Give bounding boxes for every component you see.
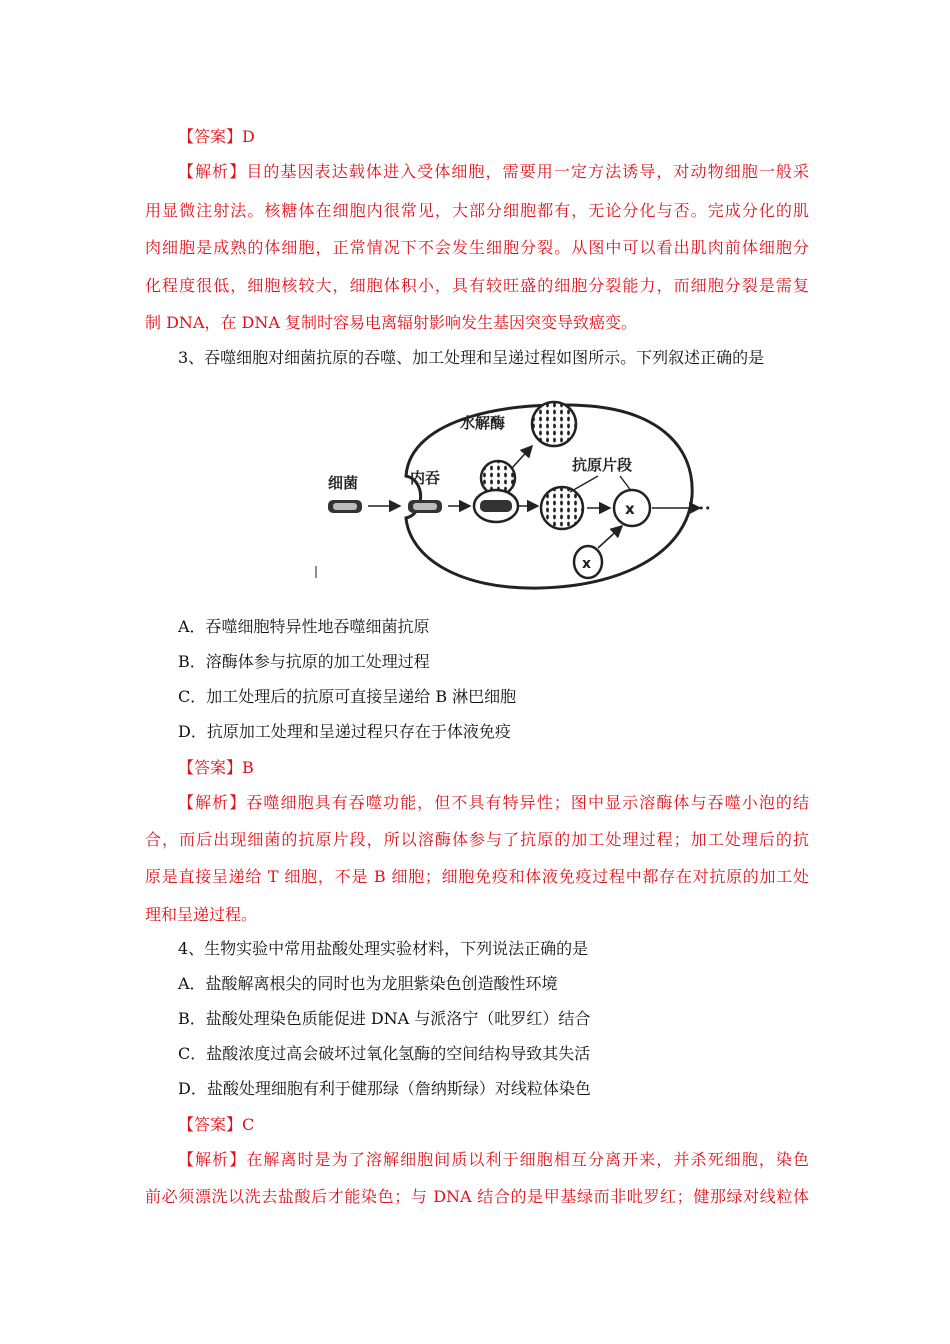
q3-analysis-line: 原是直接呈递给 T 细胞，不是 B 细胞；细胞免疫和体液免疫过程中都存在对抗原的加工处 — [145, 867, 809, 886]
q3-analysis-line: 理和呈递过程。 — [145, 905, 258, 924]
q2-analysis-line: 【解析】目的基因表达载体进入受体细胞，需要用一定方法诱导，对动物细胞一般采 — [178, 162, 809, 181]
q3-analysis-line: 【解析】吞噬细胞具有吞噬功能，但不具有特异性；图中显示溶酶体与吞噬小泡的结 — [178, 793, 809, 812]
q2-analysis-line: 化程度很低，细胞核较大，细胞体积小，具有较旺盛的细胞分裂能力，而细胞分裂是需复 — [145, 276, 809, 295]
q2-analysis-line: 用显微注射法。核糖体在细胞内很常见，大部分细胞都有，无论分化与否。完成分化的肌 — [145, 201, 809, 220]
svg-text:x: x — [582, 556, 592, 572]
q3-option-d: D．抗原加工处理和呈递过程只存在于体液免疫 — [178, 722, 511, 741]
q2-analysis-line: 制 DNA，在 DNA 复制时容易电离辐射影响发生基因突变导致癌变。 — [145, 313, 638, 332]
lysozyme-label: 水解酶 — [460, 414, 506, 432]
q4-option-d: D．盐酸处理细胞有利于健那绿（詹纳斯绿）对线粒体染色 — [178, 1079, 591, 1098]
q3-answer: 【答案】B — [178, 758, 254, 777]
q4-option-a: A．盐酸解离根尖的同时也为龙胆紫染色创造酸性环境 — [178, 974, 558, 993]
q4-option-c: C．盐酸浓度过高会破坏过氧化氢酶的空间结构导致其失活 — [178, 1044, 591, 1063]
q3-stem: 3、吞噬细胞对细菌抗原的吞噬、加工处理和呈递过程如图所示。下列叙述正确的是 — [178, 348, 765, 367]
q4-option-b: B．盐酸处理染色质能促进 DNA 与派洛宁（吡罗红）结合 — [178, 1009, 591, 1028]
q4-stem: 4、生物实验中常用盐酸处理实验材料，下列说法正确的是 — [178, 939, 589, 958]
q4-analysis-line: 【解析】在解离时是为了溶解细胞间质以利于细胞相互分离开来，并杀死细胞，染色 — [178, 1150, 809, 1169]
q3-option-c: C．加工处理后的抗原可直接呈递给 B 淋巴细胞 — [178, 687, 517, 706]
phagocytosis-diagram — [300, 388, 720, 598]
lysosome-icon — [532, 402, 576, 446]
q3-option-b: B．溶酶体参与抗原的加工处理过程 — [178, 652, 430, 671]
svg-text:••: •• — [698, 502, 711, 515]
q4-analysis-line: 前必须漂洗以洗去盐酸后才能染色；与 DNA 结合的是甲基绿而非吡罗红；健那绿对线粒体 — [145, 1187, 809, 1206]
endocytosis-label: 内吞 — [410, 469, 441, 487]
q3-analysis-line: 合，而后出现细菌的抗原片段，所以溶酶体参与了抗原的加工处理过程；加工处理后的抗 — [145, 830, 809, 849]
bacteria-label: 细菌 — [328, 474, 359, 492]
svg-text:x: x — [625, 500, 635, 518]
q2-answer: 【答案】D — [178, 127, 255, 146]
q3-option-a: A．吞噬细胞特异性地吞噬细菌抗原 — [178, 617, 430, 636]
antigen-fragment-label: 抗原片段 — [572, 456, 633, 474]
phagolysosome-icon — [541, 487, 583, 529]
q2-analysis-line: 肉细胞是成熟的体细胞，正常情况下不会发生细胞分裂。从图中可以看出肌肉前体细胞分 — [145, 238, 809, 257]
q4-answer: 【答案】C — [178, 1115, 255, 1134]
